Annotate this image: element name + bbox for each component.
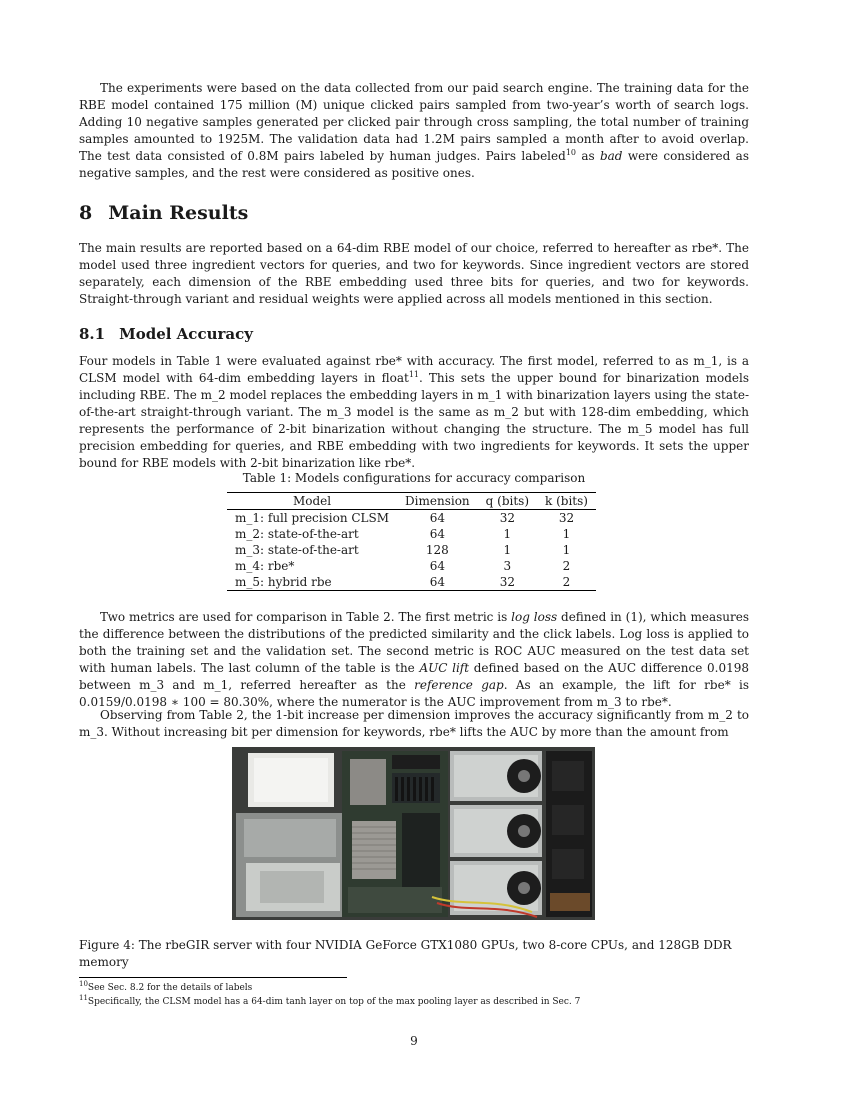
section-8-heading: 8 Main Results — [79, 202, 249, 224]
page-number: 9 — [410, 1034, 418, 1048]
footnote-11: $^{11}$Specifically, the CLSM model has a 64-dim tanh layer on top of the max pooling layer as described in Sec. 7 — [79, 994, 581, 1007]
gpu-card — [450, 805, 542, 857]
intro-paragraph: The experiments were based on the data collected from our paid search engine. The training data for the RBE model contained 175 million (M) unique clicked pairs sampled from two-year’s worth of search logs. Adding 10 negative samples generated per clicked pair through cross sampling, the total number of training samples amounted to 1925M. The validation data had 1.2M pairs sampled a month after to avoid overlap. The test data consisted of 0.8M pairs labeled by human judges. Pairs labeled$^{10}$ as bad were considered as negative samples, and the rest were considered as positive ones. — [79, 81, 749, 180]
model-accuracy-paragraph: Four models in Table 1 were evaluated against rbe* with accuracy. The first model, referred to as m_1, is a CLSM model with 64-dim embedding layers in float$^{11}$. This sets the upper bound for binarization models including RBE. The m_2 model replaces the embedding layers in m_1 with binarization layers using the state-of-the-art straight-through variant. The m_3 model is the same as m_2 but with 128-dim embedding, which represents the performance of 2-bit binarization without changing the structure. The m_5 model has full precision embedding for queries, and RBE embedding with two ingredients for keywords. It sets the upper bound for RBE models with 2-bit binarization like rbe*. — [79, 354, 750, 470]
server-photo-illustration — [232, 747, 595, 920]
footnote-divider — [79, 977, 347, 978]
table-row: m_4: rbe* 64 3 2 — [235, 559, 571, 573]
footnote-ref-10[interactable]: 10 — [565, 148, 576, 157]
table-row: m_5: hybrid rbe 64 32 2 — [235, 575, 571, 589]
main-results-paragraph: The main results are reported based on a 64-dim RBE model of our choice, referred to hereafter as rbe*. The model used three ingredient vectors for queries, and two for keywords. Since ingredient vectors are stored separately, each dimension of the RBE embedding used three bits for queries, and two for keywords. Straight-through variant and residual weights were applied across all models mentioned in this section. — [79, 241, 749, 306]
footnote-10: $^{10}$See Sec. 8.2 for the details of labels — [79, 980, 253, 993]
footnote-ref-11[interactable]: 11 — [408, 370, 420, 379]
table-row: m_3: state-of-the-art 128 1 1 — [235, 543, 571, 557]
section-8-1-heading: 8.1 Model Accuracy — [79, 325, 253, 343]
header-q-bits: q (bits) — [478, 493, 537, 510]
table-1 — [227, 492, 596, 591]
header-dimension: Dimension — [397, 493, 478, 510]
table-header-row — [227, 493, 596, 510]
server-photo — [232, 747, 595, 920]
observation-paragraph: Observing from Table 2, the 1-bit increase per dimension improves the accuracy significantly from m_2 to m_3. Without increasing bit per dimension for keywords, rbe* lifts the AUC by more than the amount from — [79, 708, 749, 739]
metrics-paragraph: Two metrics are used for comparison in Table 2. The first metric is log loss defined in (1), which measures the difference between the distributions of the predicted similarity and the click labels. Log loss is applied to both the training set and the validation set. The second metric is ROC AUC measured on the test data set with human labels. The last column of the table is the AUC lift defined based on the AUC difference 0.0198 between m_3 and m_1, referred hereafter as the reference gap. As an example, the lift for rbe* is 0.0159/0.0198 ∗ 100 = 80.30%, where the numerator is the AUC improvement from m_3 to rbe*. — [79, 610, 750, 709]
header-k-bits: k (bits) — [537, 493, 596, 510]
table-1-caption: Table 1: Models configurations for accuracy comparison — [242, 471, 586, 485]
table-row: m_2: state-of-the-art 64 1 1 — [235, 527, 571, 541]
table-row: m_1: full precision CLSM 64 32 32 — [235, 511, 575, 525]
header-model: Model — [227, 493, 397, 510]
figure-4-caption: Figure 4: The rbeGIR server with four NVIDIA GeForce GTX1080 GPUs, two 8-core CPUs, and 128GB DDR memory — [79, 938, 732, 969]
gpu-card — [450, 751, 542, 801]
